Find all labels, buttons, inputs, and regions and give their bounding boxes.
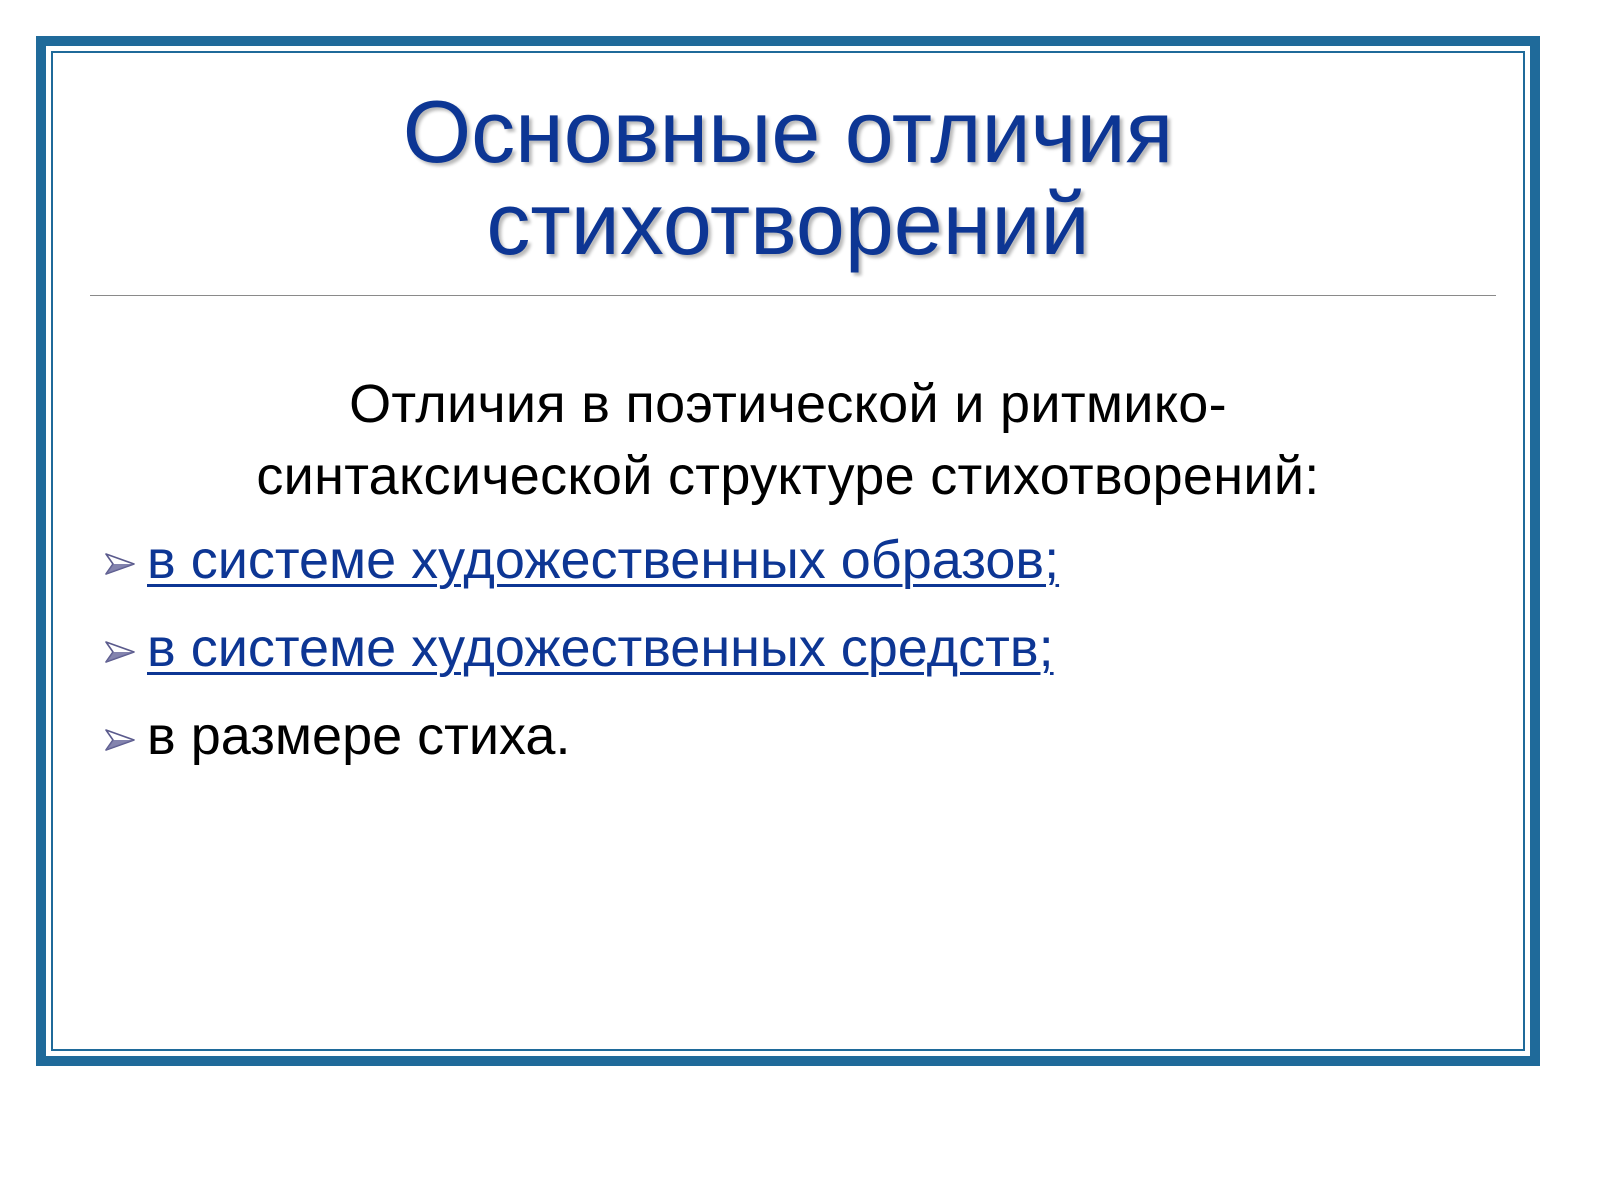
arrowhead-bullet-icon <box>104 552 136 576</box>
slide-frame <box>36 36 1540 1066</box>
slide-title <box>46 82 1530 273</box>
arrowhead-bullet-icon <box>104 640 136 664</box>
bullet-text-verse-meter: в размере стиха. <box>147 706 571 766</box>
title-divider <box>90 295 1496 296</box>
slide-title-line-1: Основные отличия <box>402 82 1174 181</box>
intro-text-line-2: синтаксической структуре стихотворений: <box>256 446 1320 506</box>
arrowhead-bullet-icon <box>104 728 136 752</box>
bullet-item-means <box>104 614 1059 702</box>
bullet-item-images <box>104 526 1059 614</box>
intro-text-line-1: Отличия в поэтической и ритмико- <box>349 374 1227 434</box>
bullet-link-artistic-images[interactable]: в системе художественных образов; <box>147 530 1060 590</box>
intro-text <box>106 368 1470 512</box>
bullet-link-artistic-means[interactable]: в системе художественных средств; <box>147 618 1054 678</box>
bullet-item-meter <box>104 702 1059 790</box>
bullet-list <box>104 526 1059 790</box>
slide-title-line-2: стихотворений <box>486 174 1090 273</box>
